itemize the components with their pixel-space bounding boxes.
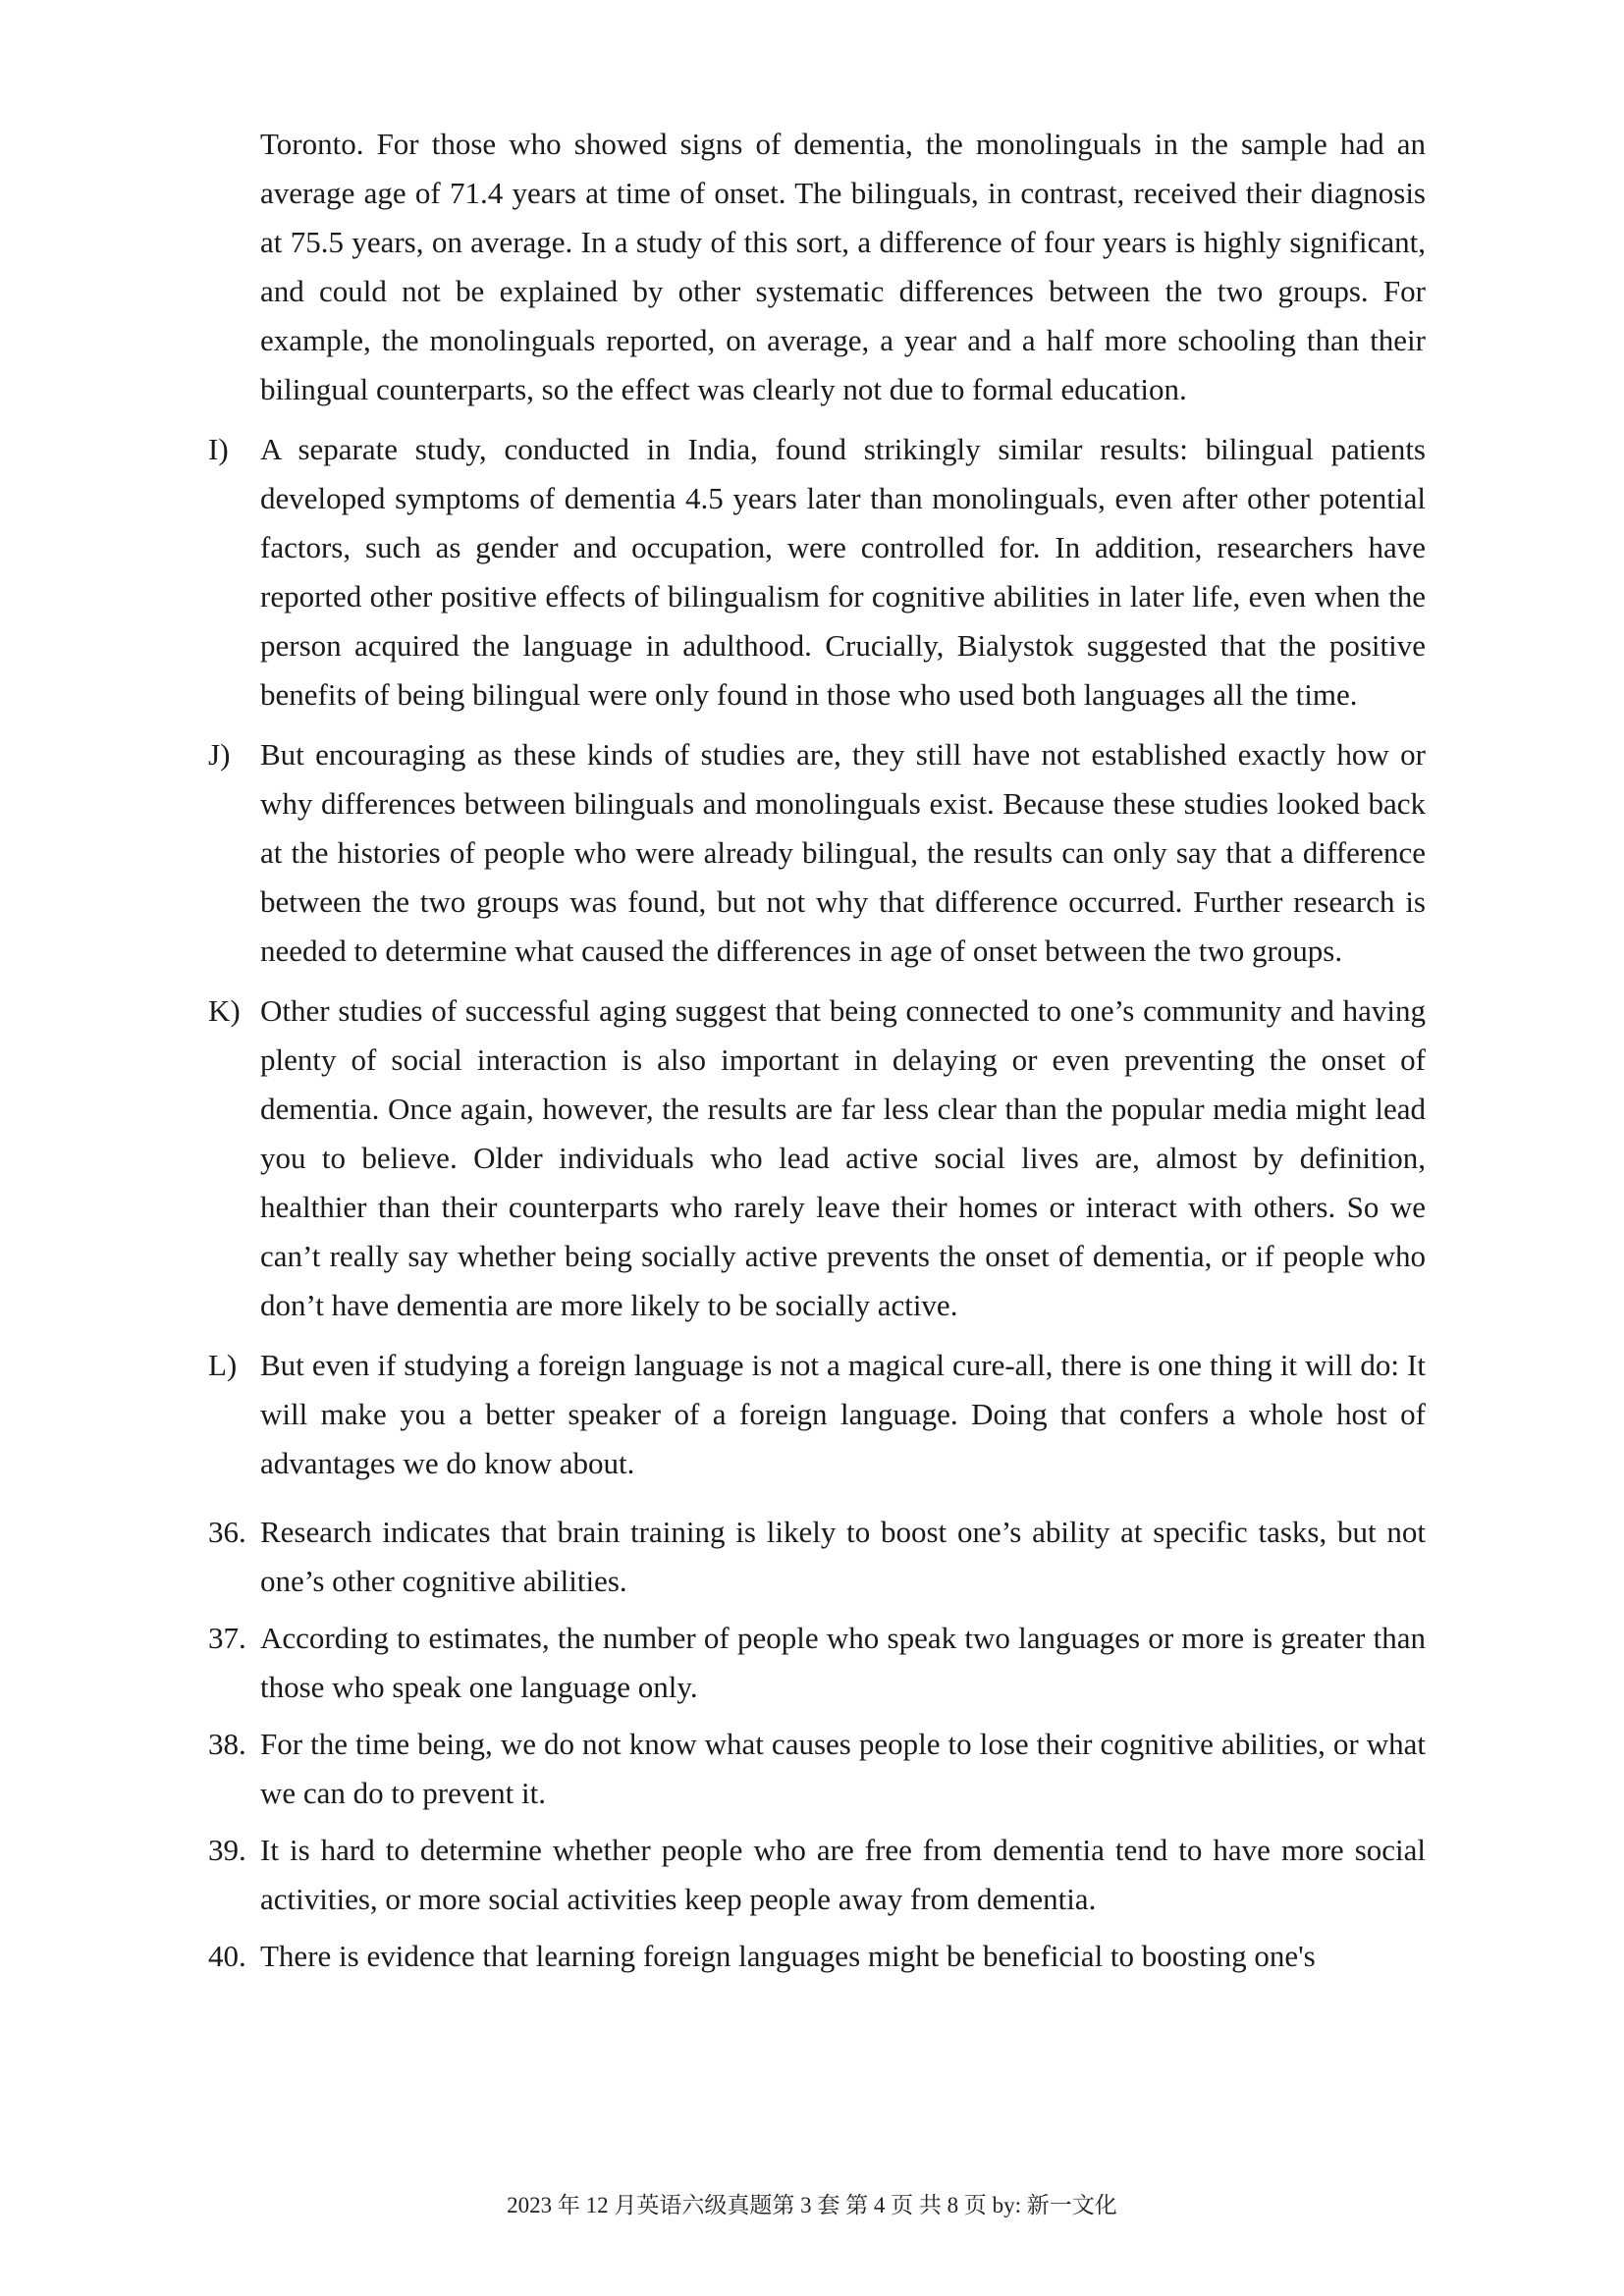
passage-paragraph-k: [208, 987, 1426, 1330]
paragraph-label: K): [208, 993, 241, 1028]
question-text: Research indicates that brain training is likely to boost one’s ability at specific tasks, but not one’s other cognitive abilities.: [260, 1515, 1426, 1598]
passage-paragraph-continued: [208, 120, 1426, 414]
paragraph-text: Toronto. For those who showed signs of dementia, the monolinguals in the sample had an average age of 71.4 years at time of onset. The bilinguals, in contrast, received their diagnosis at 75.5 years, on average. In a study of this sort, a difference of four years is highly significant, and could not be explained by other systematic differences between the two groups. For example, the monolinguals reported, on average, a year and a half more schooling than their bilingual counterparts, so the effect was clearly not due to formal education.: [260, 127, 1426, 406]
paragraph-label: I): [208, 432, 229, 466]
paragraph-label: J): [208, 737, 231, 772]
question-text: According to estimates, the number of people who speak two languages or more is greater than those who speak one language only.: [260, 1621, 1426, 1704]
paragraph-text: A separate study, conducted in India, found strikingly similar results: bilingual patients developed symptoms of dementia 4.5 years later than monolinguals, even after other potential factors, such as gender and occupation, were controlled for. In addition, researchers have reported other positive effects of bilingualism for cognitive abilities in later life, even when the person acquired the language in adulthood. Crucially, Bialystok suggested that the positive benefits of being bilingual were only found in those who used both languages all the time.: [260, 432, 1426, 712]
passage-paragraph-j: [208, 730, 1426, 976]
paragraph-label: L): [208, 1348, 238, 1382]
question-text: It is hard to determine whether people who are free from dementia tend to have more social activities, or more social activities keep people away from dementia.: [260, 1833, 1426, 1916]
passage-paragraph-l: [208, 1341, 1426, 1488]
question-number: 39.: [208, 1833, 246, 1867]
question-text: For the time being, we do not know what causes people to lose their cognitive abilities, or what we can do to prevent it.: [260, 1727, 1426, 1810]
question-39: [208, 1826, 1426, 1924]
question-40: [208, 1932, 1426, 1981]
question-number: 37.: [208, 1621, 246, 1655]
question-text: There is evidence that learning foreign languages might be beneficial to boosting one's: [260, 1939, 1316, 1973]
passage-paragraph-i: [208, 425, 1426, 720]
question-number: 38.: [208, 1727, 246, 1761]
paragraph-text: Other studies of successful aging suggest that being connected to one’s community and having plenty of social interaction is also important in delaying or even preventing the onset of dementia. Once again, however, the results are far less clear than the popular media might lead you to believe. Older individuals who lead active social lives are, almost by definition, healthier than their counterparts who rarely leave their homes or interact with others. So we can’t really say whether being socially active prevents the onset of dementia, or if people who don’t have dementia are more likely to be socially active.: [260, 993, 1426, 1322]
page-footer: 2023 年 12 月英语六级真题第 3 套 第 4 页 共 8 页 by: 新一文化: [507, 2193, 1117, 2217]
question-38: [208, 1720, 1426, 1818]
paragraph-text: But encouraging as these kinds of studies are, they still have not established exactly how or why differences between bilinguals and monolinguals exist. Because these studies looked back at the histories of people who were already bilingual, the results can only say that a difference between the two groups was found, but not why that difference occurred. Further research is needed to determine what caused the differences in age of onset between the two groups.: [260, 737, 1426, 968]
page-content: [208, 120, 1426, 1989]
question-number: 36.: [208, 1515, 246, 1549]
question-number: 40.: [208, 1939, 246, 1973]
question-36: [208, 1508, 1426, 1606]
question-37: [208, 1614, 1426, 1712]
paragraph-text: But even if studying a foreign language is not a magical cure-all, there is one thing it will do: It will make you a better speaker of a foreign language. Doing that confers a whole host of advantages we do know about.: [260, 1348, 1426, 1480]
